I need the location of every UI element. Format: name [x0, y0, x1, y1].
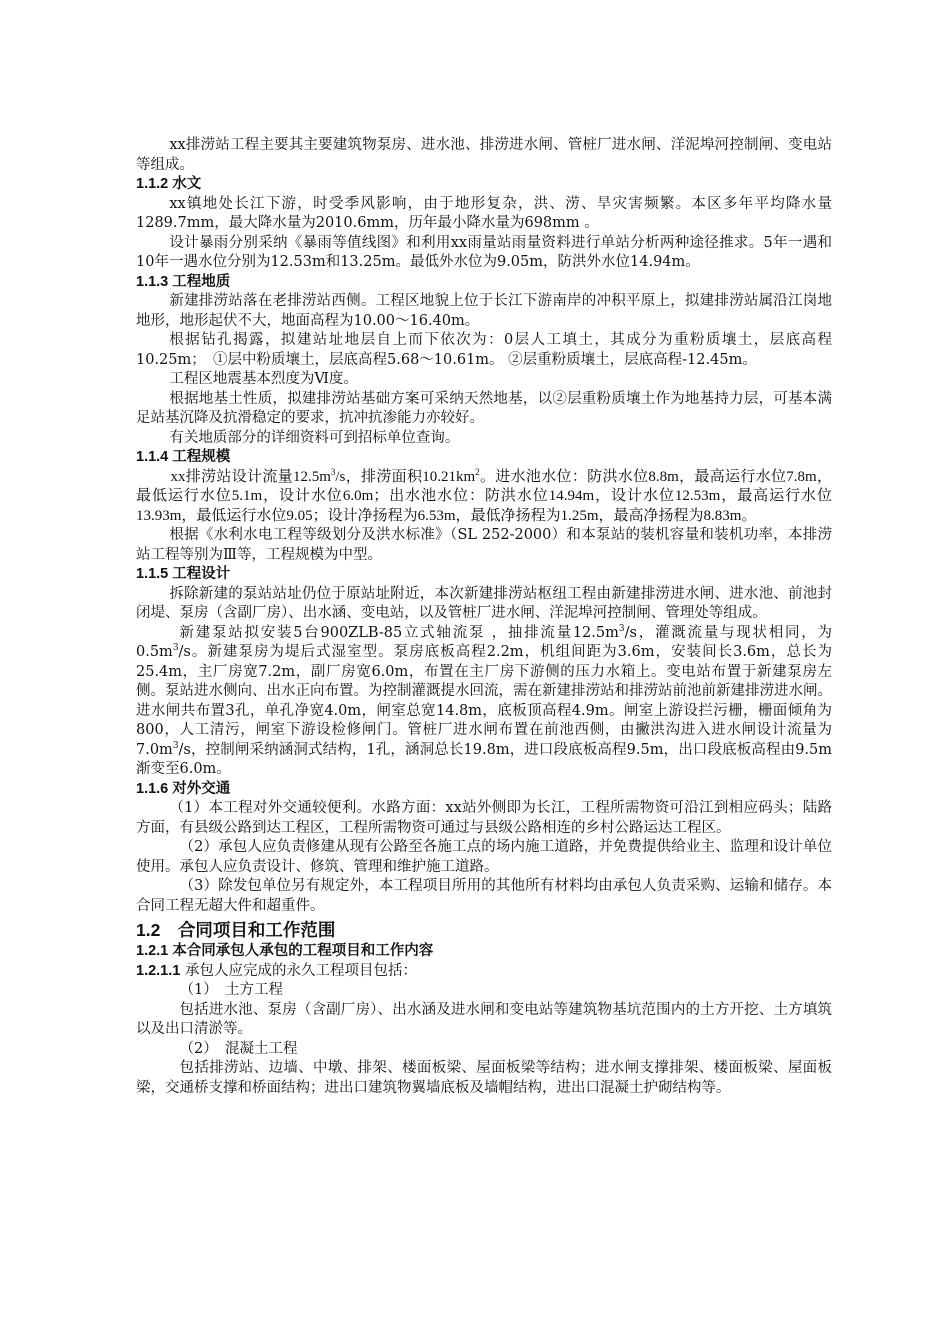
- paragraph: 根据地基土性质，拟建排涝站基础方案可采纳天然地基，以②层重粉质壤土作为地基持力层，可基本满足站基沉降及抗滑稳定的要求，抗冲抗渗能力亦较好。: [136, 390, 832, 426]
- paragraph: 包括进水池、泵房（含副厂房）、出水涵及进水闸和变电站等建筑物基坑范围内的土方开挖、土方填筑以及出口清淤等。: [136, 1001, 832, 1037]
- superscript: 3: [618, 623, 625, 634]
- paragraph: 根据《水利水电工程等级划分及洪水标准》（SL 252-2000）和本泵站的装机容量和装机功率，本排涝站工程等别为Ⅲ等，工程规模为中型。: [136, 527, 832, 563]
- section-heading-hydrology: 1.1.2 水文: [136, 176, 202, 192]
- text-run: 新建泵站拟安装5台900ZLB-85立式轴流泵 ，抽排流量12.5m: [179, 624, 619, 641]
- superscript: 3: [172, 643, 179, 654]
- text-run: /s，排涝面积10.21km: [335, 468, 476, 485]
- text-run: /s，灌溉流量与现状相同，为0.5m: [136, 624, 832, 660]
- paragraph: [136, 468, 832, 527]
- list-item-title: （1） 土方工程: [179, 982, 283, 998]
- superscript: 3: [330, 466, 336, 477]
- superscript: 3: [172, 740, 179, 751]
- paragraph: （1）本工程对外交通较便利。水路方面：xx站外侧即为长江，工程所需物资可沿江到相应码头；陆路方面，有县级公路到达工程区，工程所需物资可通过与县级公路相连的乡村公路运达工程区。: [136, 800, 832, 836]
- clause-number: 1.2.1.1: [136, 962, 181, 979]
- section-heading-traffic: 1.1.6 对外交通: [136, 780, 231, 797]
- section-heading-design: 1.1.5 工程设计: [136, 566, 231, 582]
- paragraph: xx排涝站工程主要其主要建筑物泵房、进水池、排涝进水闸、管桩厂进水闸、洋泥埠河控制闸、变电站等组成。: [136, 137, 832, 173]
- superscript: 2: [475, 466, 480, 477]
- section-heading-geology: 1.1.3 工程地质: [136, 273, 231, 290]
- section-heading-contract-scope: 1.2 合同项目和工作范围: [136, 920, 336, 940]
- paragraph: [136, 624, 832, 780]
- paragraph: 设计暴雨分别采纳《暴雨等值线图》和利用xx雨量站雨量资料进行单站分析两种途径推求。5年一遇和10年一遇水位分别为12.53m和13.25m。最低外水位为9.05m，防洪外水位14.94m。: [136, 234, 832, 270]
- paragraph: 工程区地震基本烈度为Ⅵ度。: [169, 371, 358, 387]
- paragraph: 新建排涝站落在老排涝站西侧。工程区地貌上位于长江下游南岸的冲积平原上，拟建排涝站属沿江岗地地形，地形起伏不大，地面高程为10.00～16.40m。: [136, 293, 832, 329]
- paragraph: （3）除发包单位另有规定外，本工程项目所用的其他所有材料均由承包人负责采购、运输和储存。本合同工程无超大件和超重件。: [136, 878, 832, 914]
- paragraph: 根据钻孔揭露，拟建站址地层自上而下依次为：0层人工填土，其成分为重粉质壤土，层底高程10.25m； ①层中粉质壤土，层底高程5.68～10.61m。 ②层重粉质壤土，层底高程-12.45m。: [136, 332, 832, 368]
- list-item-title: （2） 混凝土工程: [179, 1040, 298, 1057]
- text-run: 承包人应完成的永久工程项目包括：: [180, 962, 417, 979]
- section-heading-scale: 1.1.4 工程规模: [136, 449, 231, 465]
- text-run: 。进水池水位：防洪水位8.8m，最高运行水位7.8m，最低运行水位5.1m，设计水位6.0m；出水池水位：防洪水位14.94m，设计水位12.53m，最高运行水位13.93m，最低运行水位9.05；设计净扬程为6.53m，最低净扬程为1.25m，最高净扬程为8.83m。: [136, 468, 832, 524]
- text-run: /s。新建泵房为堤后式湿室型。泵房底板高程2.2m，机组间距为3.6m，安装间长3.6m，总长为25.4m，主厂房宽7.2m，副厂房宽6.0m，布置在主厂房下游侧的压力水箱上。变电站布置于新建泵房左侧。泵站进水侧向、出水正向布置。为控制灌溉提水回流，需在新建排涝站和排涝站前池前新建排涝进水闸。进水闸共布置3孔，单孔净宽4.0m，闸室总宽14.8m，底板顶高程4.9m。闸室上游设拦污栅，栅面倾角为800，人工清污，闸室下游设检修闸门。管桩厂进水闸布置在前池西侧，由撇洪沟进入进水闸设计流量为7.0m: [136, 644, 832, 758]
- text-run: /s，控制闸采纳涵洞式结构，1孔，涵洞总长19.8m，进口段底板高程9.5m，出口段底板高程由9.5m渐变至6.0m。: [136, 741, 832, 777]
- paragraph: （2）承包人应负责修建从现有公路至各施工点的场内施工道路，并免费提供给业主、监理和设计单位使用。承包人应负责设计、修筑、管理和维护施工道路。: [136, 839, 832, 875]
- subsection-heading-contract-items: 1.2.1 本合同承包人承包的工程项目和工作内容: [136, 943, 434, 959]
- text-run: xx排涝站设计流量12.5m: [170, 468, 331, 485]
- paragraph: 有关地质部分的详细资料可到招标单位查询。: [169, 429, 460, 446]
- paragraph: 包括排涝站、边墙、中墩、排架、楼面板梁、屋面板梁等结构；进水闸支撑排架、楼面板梁、屋面板梁，交通桥支撑和桥面结构；进出口建筑物翼墙底板及墙帽结构，进出口混凝土护砌结构等。: [136, 1060, 832, 1096]
- paragraph: [136, 962, 832, 982]
- paragraph: xx镇地处长江下游，时受季风影响，由于地形复杂，洪、涝、旱灾害频繁。本区多年平均降水量1289.7mm，最大降水量为2010.6mm，历年最小降水量为698mm 。: [136, 195, 832, 231]
- paragraph: 拆除新建的泵站站址仍位于原站址附近，本次新建排涝站枢纽工程由新建排涝进水闸、进水池、前池封闭堤、泵房（含副厂房）、出水涵、变电站，以及管桩厂进水闸、洋泥埠河控制闸、管理处等组成。: [136, 585, 832, 621]
